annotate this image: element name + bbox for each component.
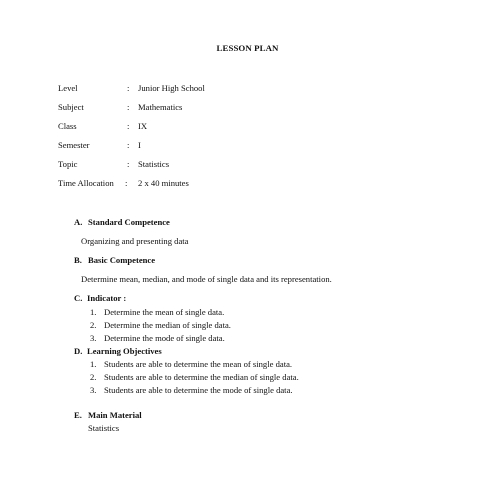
info-colon: :	[127, 83, 130, 93]
info-value-subject: Mathematics	[138, 102, 183, 112]
info-label-time-allocation: Time Allocation	[58, 178, 114, 188]
list-item-number: 2.	[90, 320, 97, 330]
section-letter: E.	[74, 410, 82, 420]
list-item-number: 3.	[90, 385, 97, 395]
list-item-number: 1.	[90, 307, 97, 317]
info-colon: :	[125, 178, 128, 188]
info-label-class: Class	[58, 121, 77, 131]
list-item: Students are able to determine the median of single data.	[104, 372, 299, 382]
list-item: Students are able to determine the mean of single data.	[104, 359, 293, 369]
section-title: Basic Competence	[88, 255, 156, 265]
section-text: Organizing and presenting data	[81, 236, 189, 246]
list-item: Students are able to determine the mode of single data.	[104, 385, 293, 395]
section-title: Indicator :	[87, 293, 127, 303]
section-letter: A.	[74, 217, 83, 227]
info-value-level: Junior High School	[138, 83, 205, 93]
list-item-number: 3.	[90, 333, 97, 343]
section-letter: C.	[74, 293, 83, 303]
list-item-number: 2.	[90, 372, 97, 382]
info-label-topic: Topic	[58, 159, 78, 169]
info-label-subject: Subject	[58, 102, 84, 112]
section-title: Standard Competence	[88, 217, 170, 227]
section-text: Determine mean, median, and mode of single data and its representation.	[81, 274, 332, 284]
list-item-number: 1.	[90, 359, 97, 369]
info-colon: :	[127, 140, 130, 150]
list-item: Determine the mean of single data.	[104, 307, 225, 317]
info-value-time-allocation: 2 x 40 minutes	[138, 178, 189, 188]
info-colon: :	[127, 159, 130, 169]
section-letter: D.	[74, 346, 83, 356]
info-label-level: Level	[58, 83, 78, 93]
info-value-semester: I	[138, 140, 141, 150]
info-colon: :	[127, 121, 130, 131]
section-text: Statistics	[88, 423, 120, 433]
info-value-topic: Statistics	[138, 159, 170, 169]
info-label-semester: Semester	[58, 140, 90, 150]
list-item: Determine the mode of single data.	[104, 333, 225, 343]
list-item: Determine the median of single data.	[104, 320, 231, 330]
info-colon: :	[127, 102, 130, 112]
section-letter: B.	[74, 255, 82, 265]
info-value-class: IX	[138, 121, 148, 131]
section-title: Learning Objectives	[87, 346, 162, 356]
page-title: LESSON PLAN	[216, 43, 279, 53]
section-title: Main Material	[88, 410, 142, 420]
